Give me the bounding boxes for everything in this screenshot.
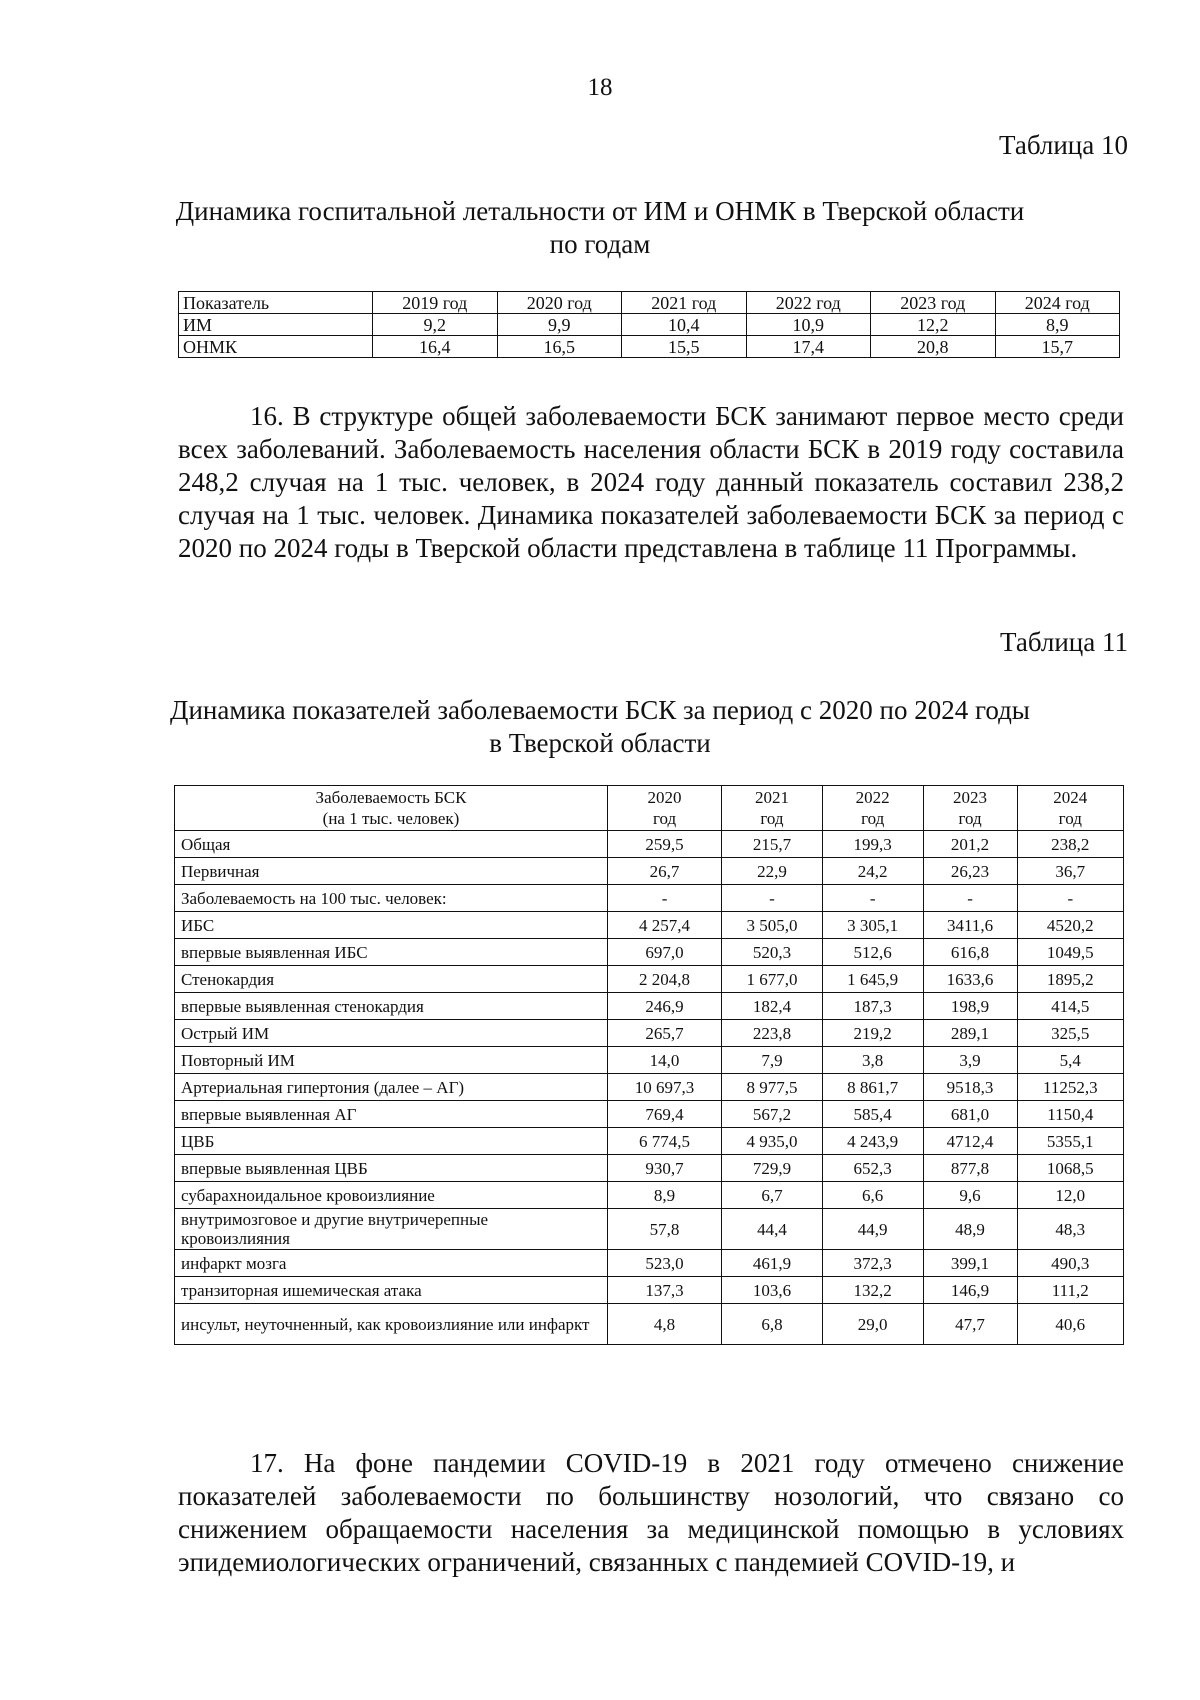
- table10-cell: 9,9: [497, 314, 622, 336]
- table10-header-cell: 2019 год: [373, 292, 498, 314]
- table11-cell: -: [1017, 885, 1123, 912]
- table11-cell: 930,7: [608, 1155, 722, 1182]
- table11-label: Таблица 11: [1000, 627, 1128, 657]
- table11-cell: 585,4: [822, 1101, 923, 1128]
- table11-header-year: 2021: [754, 788, 789, 807]
- table11-header-unit: год: [760, 809, 784, 828]
- table11-cell: -: [608, 885, 722, 912]
- table11-header-year-cell: [822, 786, 923, 831]
- table11-cell: 616,8: [923, 939, 1017, 966]
- table10-cell: 16,4: [373, 336, 498, 358]
- table11-cell: 26,23: [923, 858, 1017, 885]
- table10-cell: 17,4: [746, 336, 871, 358]
- table10-cell: ИМ: [179, 314, 373, 336]
- table11-cell: 512,6: [822, 939, 923, 966]
- table11-cell: впервые выявленная ЦВБ: [175, 1155, 608, 1182]
- table-row: [175, 1182, 1124, 1209]
- table11-cell: 6,6: [822, 1182, 923, 1209]
- table-row: [175, 1304, 1124, 1345]
- table11-cell: 4520,2: [1017, 912, 1123, 939]
- table11-cell: ИБС: [175, 912, 608, 939]
- table11-cell: ЦВБ: [175, 1128, 608, 1155]
- table11-cell: 3,8: [822, 1047, 923, 1074]
- table11-cell: впервые выявленная АГ: [175, 1101, 608, 1128]
- table11-cell: 2 204,8: [608, 966, 722, 993]
- table11-cell: 461,9: [722, 1250, 823, 1277]
- page-number: 18: [587, 74, 613, 101]
- table-row: [179, 314, 1120, 336]
- table11-cell: 182,4: [722, 993, 823, 1020]
- table11-header-unit: год: [1058, 809, 1082, 828]
- table10-cell: 16,5: [497, 336, 622, 358]
- table-row: [175, 939, 1124, 966]
- table11-cell: 697,0: [608, 939, 722, 966]
- table11-cell: 5,4: [1017, 1047, 1123, 1074]
- table11-cell: 48,9: [923, 1209, 1017, 1250]
- paragraph-17-text: 17. На фоне пандемии COVID-19 в 2021 году отмечено снижение показателей заболеваемости по большинству нозологий, что связано со снижением обращаемости населения за медицинской помощью в условиях эпидемиологических ограничений, связанных с пандемией COVID-19, и: [178, 1448, 1124, 1577]
- table11-header-year-cell: [608, 786, 722, 831]
- table11-header-label: [175, 786, 608, 831]
- table11-cell: 44,9: [822, 1209, 923, 1250]
- table-row: [175, 1209, 1124, 1250]
- table11-cell: 8 977,5: [722, 1074, 823, 1101]
- table11-cell: 4,8: [608, 1304, 722, 1345]
- table-row: [175, 1020, 1124, 1047]
- table11-cell: 132,2: [822, 1277, 923, 1304]
- table-row: [175, 1155, 1124, 1182]
- table11-cell: 399,1: [923, 1250, 1017, 1277]
- table11-cell: 146,9: [923, 1277, 1017, 1304]
- table10-cell: 20,8: [871, 336, 996, 358]
- paragraph-16: [178, 400, 1124, 565]
- table11-cell: впервые выявленная стенокардия: [175, 993, 608, 1020]
- table10-header-row: [179, 292, 1120, 314]
- table11-header-label-line1: Заболеваемость БСК: [315, 788, 467, 807]
- table10-cell: 10,9: [746, 314, 871, 336]
- table11-cell: транзиторная ишемическая атака: [175, 1277, 608, 1304]
- table11-title: [130, 694, 1070, 760]
- table11-cell: 769,4: [608, 1101, 722, 1128]
- table11-cell: 490,3: [1017, 1250, 1123, 1277]
- table-row: [175, 1250, 1124, 1277]
- table10-cell: ОНМК: [179, 336, 373, 358]
- table11-cell: -: [722, 885, 823, 912]
- table11-header-year: 2023: [953, 788, 988, 807]
- table11-cell: 10 697,3: [608, 1074, 722, 1101]
- table11-cell: 219,2: [822, 1020, 923, 1047]
- table11-cell: 523,0: [608, 1250, 722, 1277]
- table11-cell: инсульт, неуточненный, как кровоизлияние или инфаркт: [175, 1304, 608, 1345]
- table11-cell: 1068,5: [1017, 1155, 1123, 1182]
- table11-cell: 201,2: [923, 831, 1017, 858]
- table11-cell: 5355,1: [1017, 1128, 1123, 1155]
- table11-header-year: 2022: [855, 788, 890, 807]
- table11-cell: Общая: [175, 831, 608, 858]
- table10-cell: 10,4: [622, 314, 747, 336]
- table10-title: [130, 195, 1070, 261]
- table-row: [175, 1047, 1124, 1074]
- table10-cell: 15,5: [622, 336, 747, 358]
- table11-cell: Заболеваемость на 100 тыс. человек:: [175, 885, 608, 912]
- table-row: [175, 831, 1124, 858]
- table11-cell: 48,3: [1017, 1209, 1123, 1250]
- table11-cell: 40,6: [1017, 1304, 1123, 1345]
- table11-cell: 3 505,0: [722, 912, 823, 939]
- table11-cell: 44,4: [722, 1209, 823, 1250]
- table-row: [175, 858, 1124, 885]
- table-row: [175, 1074, 1124, 1101]
- table11-cell: 103,6: [722, 1277, 823, 1304]
- table-row: [175, 1101, 1124, 1128]
- table11-header-row: [175, 786, 1124, 831]
- table11-cell: 8,9: [608, 1182, 722, 1209]
- table10-title-line2: по годам: [549, 229, 651, 259]
- table10-cell: 12,2: [871, 314, 996, 336]
- table11-header-year: 2024: [1053, 788, 1088, 807]
- table11-cell: 265,7: [608, 1020, 722, 1047]
- table11-cell: 414,5: [1017, 993, 1123, 1020]
- table11-cell: 520,3: [722, 939, 823, 966]
- table11-cell: 198,9: [923, 993, 1017, 1020]
- paragraph-17: [178, 1447, 1124, 1579]
- table11-cell: 238,2: [1017, 831, 1123, 858]
- table11-cell: 1895,2: [1017, 966, 1123, 993]
- table11-cell: 1150,4: [1017, 1101, 1123, 1128]
- table-row: [175, 993, 1124, 1020]
- table11-cell: 11252,3: [1017, 1074, 1123, 1101]
- table11-header-unit: год: [861, 809, 885, 828]
- table11-cell: 6 774,5: [608, 1128, 722, 1155]
- table11-cell: 223,8: [722, 1020, 823, 1047]
- table10-title-line1: Динамика госпитальной летальности от ИМ и ОНМК в Тверской области: [175, 196, 1025, 226]
- table11-title-line2: в Тверской области: [489, 728, 711, 758]
- table10-header-cell: 2023 год: [871, 292, 996, 314]
- table11-cell: 259,5: [608, 831, 722, 858]
- table11-cell: 1633,6: [923, 966, 1017, 993]
- table11-cell: Первичная: [175, 858, 608, 885]
- table11-cell: 8 861,7: [822, 1074, 923, 1101]
- table11-cell: 567,2: [722, 1101, 823, 1128]
- table-row: [179, 336, 1120, 358]
- table11-cell: 47,7: [923, 1304, 1017, 1345]
- table11: [174, 785, 1124, 1345]
- table11-header-year-cell: [923, 786, 1017, 831]
- table-row: [175, 1277, 1124, 1304]
- table11-header-year-cell: [1017, 786, 1123, 831]
- table11-cell: 7,9: [722, 1047, 823, 1074]
- table11-header-label-line2: (на 1 тыс. человек): [322, 809, 460, 828]
- table11-title-line1: Динамика показателей заболеваемости БСК за период с 2020 по 2024 годы: [170, 695, 1030, 725]
- table11-cell: 26,7: [608, 858, 722, 885]
- table11-cell: 1 677,0: [722, 966, 823, 993]
- table11-cell: 372,3: [822, 1250, 923, 1277]
- table11-cell: Стенокардия: [175, 966, 608, 993]
- table11-header-year: 2020: [647, 788, 682, 807]
- table11-cell: 215,7: [722, 831, 823, 858]
- table10-header-cell: 2024 год: [995, 292, 1120, 314]
- table10-cell: 15,7: [995, 336, 1120, 358]
- table11-cell: 4 243,9: [822, 1128, 923, 1155]
- table11-cell: 57,8: [608, 1209, 722, 1250]
- table-row: [175, 966, 1124, 993]
- table11-cell: 6,7: [722, 1182, 823, 1209]
- table11-cell: впервые выявленная ИБС: [175, 939, 608, 966]
- table11-header-unit: год: [958, 809, 982, 828]
- table11-cell: 652,3: [822, 1155, 923, 1182]
- table10-cell: 9,2: [373, 314, 498, 336]
- table11-cell: 3 305,1: [822, 912, 923, 939]
- table11-cell: 729,9: [722, 1155, 823, 1182]
- table11-header-unit: год: [652, 809, 677, 828]
- table11-cell: 137,3: [608, 1277, 722, 1304]
- table11-cell: 1049,5: [1017, 939, 1123, 966]
- table11-cell: 325,5: [1017, 1020, 1123, 1047]
- table11-cell: 681,0: [923, 1101, 1017, 1128]
- table11-cell: Повторный ИМ: [175, 1047, 608, 1074]
- table10-cell: 8,9: [995, 314, 1120, 336]
- table11-cell: 246,9: [608, 993, 722, 1020]
- table11-cell: внутримозговое и другие внутричерепные кровоизлияния: [175, 1209, 608, 1250]
- table11-cell: 9,6: [923, 1182, 1017, 1209]
- table10-header-cell: 2020 год: [497, 292, 622, 314]
- table10-label: Таблица 10: [999, 130, 1128, 160]
- table11-cell: 877,8: [923, 1155, 1017, 1182]
- table11-body: [175, 786, 1124, 1345]
- table-row: [175, 1128, 1124, 1155]
- table11-cell: 6,8: [722, 1304, 823, 1345]
- table11-cell: Артериальная гипертония (далее – АГ): [175, 1074, 608, 1101]
- table11-header-year-cell: [722, 786, 823, 831]
- table11-cell: 22,9: [722, 858, 823, 885]
- table11-cell: субарахноидальное кровоизлияние: [175, 1182, 608, 1209]
- table11-cell: 289,1: [923, 1020, 1017, 1047]
- paragraph-16-text: 16. В структуре общей заболеваемости БСК занимают первое место среди всех заболеваний. Заболеваемость населения области БСК в 2019 году составила 248,2 случая на 1 тыс. человек, в 2024 году данный показатель составил 238,2 случая на 1 тыс. человек. Динамика показателей заболеваемости БСК за период с 2020 по 2024 годы в Тверской области представлена в таблице 11 Программы.: [178, 401, 1124, 563]
- table11-cell: 3,9: [923, 1047, 1017, 1074]
- table11-cell: 24,2: [822, 858, 923, 885]
- table10-header-cell: 2022 год: [746, 292, 871, 314]
- table11-cell: инфаркт мозга: [175, 1250, 608, 1277]
- table-row: [175, 885, 1124, 912]
- table-row: [175, 912, 1124, 939]
- table10-header-cell: 2021 год: [622, 292, 747, 314]
- table11-cell: 3411,6: [923, 912, 1017, 939]
- table11-cell: 4 935,0: [722, 1128, 823, 1155]
- table11-cell: 12,0: [1017, 1182, 1123, 1209]
- table10-header-cell: Показатель: [179, 292, 373, 314]
- table11-cell: -: [923, 885, 1017, 912]
- table11-cell: Острый ИМ: [175, 1020, 608, 1047]
- table11-cell: 9518,3: [923, 1074, 1017, 1101]
- table10-body: [179, 292, 1120, 358]
- table11-cell: 29,0: [822, 1304, 923, 1345]
- table11-cell: 4 257,4: [608, 912, 722, 939]
- table11-cell: -: [822, 885, 923, 912]
- table11-cell: 4712,4: [923, 1128, 1017, 1155]
- table11-cell: 1 645,9: [822, 966, 923, 993]
- table10: [178, 291, 1120, 358]
- table11-cell: 36,7: [1017, 858, 1123, 885]
- table11-cell: 199,3: [822, 831, 923, 858]
- table11-cell: 111,2: [1017, 1277, 1123, 1304]
- table11-cell: 187,3: [822, 993, 923, 1020]
- table11-cell: 14,0: [608, 1047, 722, 1074]
